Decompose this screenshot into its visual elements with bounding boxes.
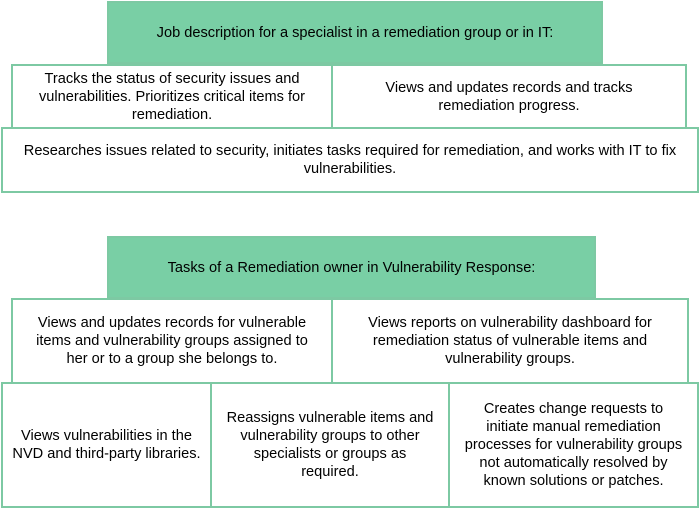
job-item-track-status-text: Tracks the status of security issues and vulnerabilities. Prioritizes critical items for remediation. bbox=[38, 70, 305, 123]
job-item-research-text: Researches issues related to security, initiates tasks required for remediation, and works with IT to fix vulnerabilities. bbox=[23, 143, 677, 177]
remediation-tasks-header-text: Tasks of a Remediation owner in Vulnerability Response: bbox=[167, 259, 536, 276]
task-item-view-update-records bbox=[11, 298, 333, 384]
task-item-reassign-text: Reassigns vulnerable items and vulnerability groups to other specialists or groups as required. bbox=[226, 410, 434, 480]
job-item-research bbox=[1, 127, 699, 193]
task-item-create-change-requests-text: Creates change requests to initiate manual remediation processes for vulnerability groups not automatically resolved by known solutions or patches. bbox=[464, 401, 683, 489]
job-item-track-status bbox=[11, 64, 333, 129]
task-item-view-nvd-text: Views vulnerabilities in the NVD and third-party libraries. bbox=[12, 428, 201, 462]
job-description-header-text: Job description for a specialist in a remediation group or in IT: bbox=[156, 24, 554, 41]
job-item-view-update-text: Views and updates records and tracks remediation progress. bbox=[385, 79, 633, 114]
remediation-tasks-header bbox=[107, 236, 596, 299]
task-item-create-change-requests bbox=[448, 382, 699, 508]
task-item-view-reports-text: Views reports on vulnerability dashboard for remediation status of vulnerable items and vulnerability groups. bbox=[368, 315, 652, 367]
job-item-view-update bbox=[331, 64, 687, 129]
job-description-header bbox=[107, 1, 603, 64]
task-item-view-update-records-text: Views and updates records for vulnerable items and vulnerability groups assigned to her or to a group she belongs to. bbox=[36, 315, 308, 367]
task-item-view-reports bbox=[331, 298, 689, 384]
task-item-view-nvd bbox=[1, 382, 212, 508]
task-item-reassign bbox=[210, 382, 450, 508]
